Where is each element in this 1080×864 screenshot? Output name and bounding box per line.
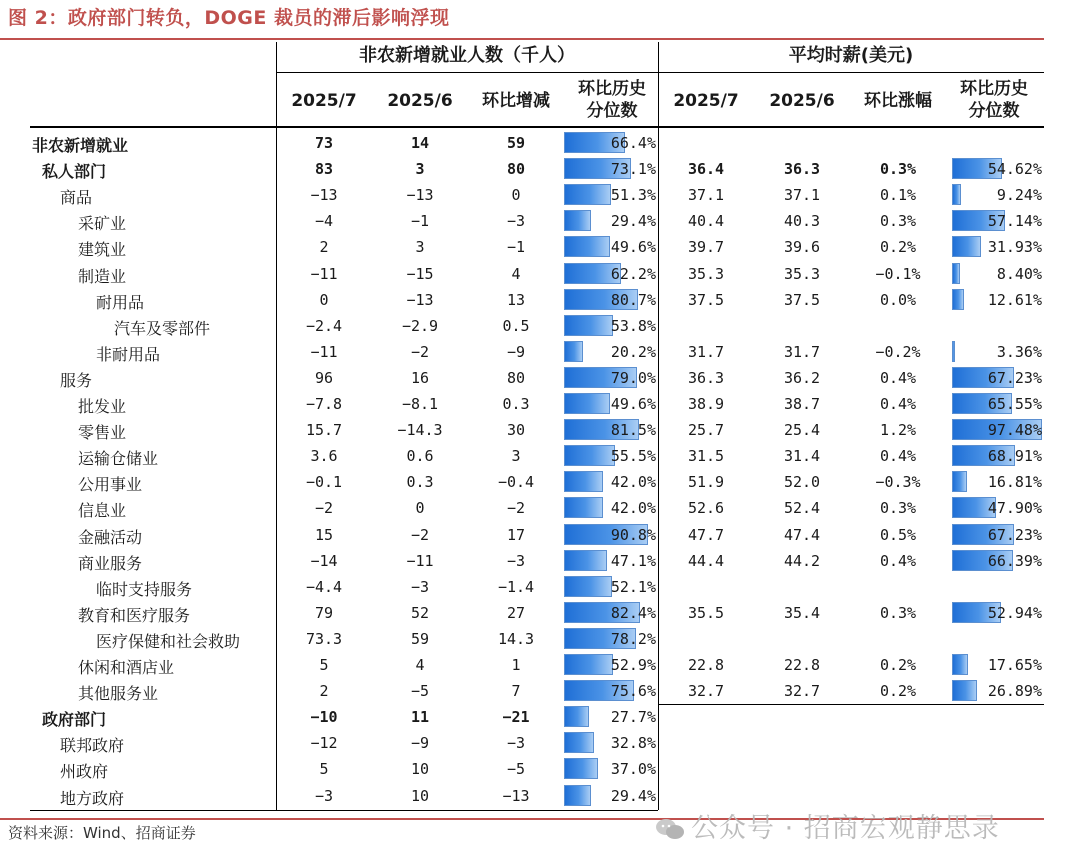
cell-employment-1: 10 xyxy=(410,760,430,779)
cell-employment-2: 3 xyxy=(511,447,521,466)
table-row xyxy=(30,495,1044,521)
cell-wage-2: 0.2% xyxy=(879,682,917,701)
cell-employment-0: −3 xyxy=(314,786,334,805)
percentile-employment: 42.0% xyxy=(610,473,656,492)
table-row xyxy=(30,522,1044,548)
table-row xyxy=(30,287,1044,313)
table-row xyxy=(30,182,1044,208)
cell-employment-2: 4 xyxy=(511,264,521,283)
cell-employment-0: 15 xyxy=(314,525,334,544)
cell-employment-0: 73.3 xyxy=(305,629,343,648)
percentile-wage: 12.61% xyxy=(987,290,1042,309)
table-row xyxy=(30,730,1044,756)
cell-wage-2: 0.1% xyxy=(879,186,917,205)
row-label: 公用事业 xyxy=(78,475,143,495)
table-row xyxy=(30,234,1044,260)
percentile-employment: 29.4% xyxy=(610,212,656,231)
cell-wage-0: 25.7 xyxy=(687,421,725,440)
cell-wage-1: 36.3 xyxy=(783,160,821,179)
cell-wage-2: 0.4% xyxy=(879,395,917,413)
col-header-a-0: 2025/7 xyxy=(291,91,357,111)
cell-wage-0: 36.3 xyxy=(687,368,725,387)
cell-employment-1: −2 xyxy=(410,342,430,361)
cell-employment-0: −2 xyxy=(314,499,334,518)
percentile-employment: 52.1% xyxy=(610,577,656,596)
cell-employment-1: 0.6 xyxy=(406,447,434,466)
col-header-a-3: 环比历史 分位数 xyxy=(578,79,646,121)
cell-wage-1: 37.1 xyxy=(783,186,821,205)
row-label: 金融活动 xyxy=(78,527,143,547)
percentile-wage: 67.23% xyxy=(987,525,1042,544)
cell-wage-0: 40.4 xyxy=(687,212,725,231)
cell-wage-2: 0.2% xyxy=(879,238,917,257)
cell-employment-1: 59 xyxy=(410,629,430,648)
cell-employment-1: 3 xyxy=(415,160,425,179)
cell-employment-0: 96 xyxy=(314,368,334,387)
percentile-wage: 16.81% xyxy=(987,473,1042,492)
cell-wage-2: 0.3% xyxy=(879,160,917,179)
cell-wage-2: 0.0% xyxy=(879,290,917,309)
cell-wage-1: 44.2 xyxy=(783,551,821,570)
cell-wage-2: −0.2% xyxy=(875,342,921,361)
cell-employment-0: −11 xyxy=(310,264,338,283)
row-label: 地方政府 xyxy=(60,788,125,808)
cell-wage-2: 0.4% xyxy=(879,447,917,466)
percentile-wage: 3.36% xyxy=(996,342,1042,361)
percentile-wage: 47.90% xyxy=(987,499,1042,518)
cell-wage-2: 0.2% xyxy=(879,656,917,674)
table-row xyxy=(30,261,1044,287)
cell-wage-0: 35.3 xyxy=(687,264,725,283)
cell-employment-0: 83 xyxy=(314,160,334,179)
cell-employment-1: −14.3 xyxy=(397,421,443,440)
row-label: 零售业 xyxy=(78,423,127,443)
cell-employment-1: −11 xyxy=(406,551,434,570)
table-row xyxy=(30,678,1044,704)
table-row xyxy=(30,469,1044,495)
cell-wage-1: 39.6 xyxy=(783,238,821,257)
cell-employment-0: −13 xyxy=(310,186,338,205)
cell-employment-1: 11 xyxy=(410,708,430,727)
cell-wage-1: 35.3 xyxy=(783,264,821,283)
cell-wage-2: 1.2% xyxy=(879,421,917,440)
row-label: 州政府 xyxy=(60,762,109,782)
cell-employment-1: −2.9 xyxy=(401,316,439,335)
cell-employment-2: 14.3 xyxy=(497,629,535,648)
cell-wage-1: 52.0 xyxy=(783,473,821,492)
cell-employment-2: −1 xyxy=(506,238,526,257)
cell-employment-2: −13 xyxy=(502,786,530,805)
row-label: 运输仓储业 xyxy=(78,449,159,469)
row-label: 非耐用品 xyxy=(96,344,161,364)
row-label: 建筑业 xyxy=(78,240,127,260)
cell-employment-0: 3.6 xyxy=(310,447,338,466)
cell-employment-0: 79 xyxy=(314,603,334,622)
percentile-wage: 66.39% xyxy=(987,551,1042,570)
cell-employment-2: −3 xyxy=(506,551,526,570)
percentile-wage: 26.89% xyxy=(987,682,1042,701)
cell-employment-1: −1 xyxy=(410,212,430,231)
cell-employment-1: −5 xyxy=(410,682,430,701)
wechat-icon xyxy=(655,817,685,841)
cell-employment-2: 17 xyxy=(506,525,526,544)
cell-employment-2: −5 xyxy=(506,760,526,779)
percentile-employment: 73.1% xyxy=(610,160,656,179)
cell-employment-2: 1 xyxy=(511,656,521,674)
row-label: 联邦政府 xyxy=(60,736,125,756)
table-row xyxy=(30,313,1044,339)
cell-employment-0: −7.8 xyxy=(305,395,343,413)
cell-employment-0: 73 xyxy=(314,134,334,152)
cell-employment-1: 0.3 xyxy=(406,473,434,492)
cell-employment-2: −3 xyxy=(506,734,526,753)
percentile-wage: 54.62% xyxy=(987,160,1042,179)
cell-wage-1: 38.7 xyxy=(783,395,821,413)
percentile-employment: 47.1% xyxy=(610,551,656,570)
watermark-text: 公众号 · 招商宏观静思录 xyxy=(691,813,1000,844)
percentile-employment: 80.7% xyxy=(610,290,656,309)
percentile-wage: 17.65% xyxy=(987,656,1042,674)
row-label: 采矿业 xyxy=(78,214,127,234)
cell-employment-2: 7 xyxy=(511,682,521,701)
cell-wage-2: 0.3% xyxy=(879,499,917,518)
cell-employment-0: −2.4 xyxy=(305,316,343,335)
table-row xyxy=(30,626,1044,652)
cell-employment-0: 5 xyxy=(319,656,329,674)
cell-wage-0: 47.7 xyxy=(687,525,725,544)
cell-wage-0: 44.4 xyxy=(687,551,725,570)
percentile-employment: 55.5% xyxy=(610,447,656,466)
percentile-wage: 97.48% xyxy=(987,421,1042,440)
cell-employment-0: −10 xyxy=(310,708,338,727)
cell-wage-1: 22.8 xyxy=(783,656,821,674)
percentile-employment: 81.5% xyxy=(610,421,656,440)
cell-employment-1: 14 xyxy=(410,134,430,152)
percentile-employment: 52.9% xyxy=(610,656,656,674)
cell-employment-0: −4.4 xyxy=(305,577,343,596)
cell-wage-0: 38.9 xyxy=(687,395,725,413)
cell-wage-1: 35.4 xyxy=(783,603,821,622)
cell-employment-1: 16 xyxy=(410,368,430,387)
col-header-b-1: 2025/6 xyxy=(769,91,835,111)
row-label: 服务 xyxy=(60,370,93,390)
cell-employment-2: 30 xyxy=(506,421,526,440)
cell-employment-0: 0 xyxy=(319,290,329,309)
percentile-wage: 65.55% xyxy=(987,395,1042,413)
percentile-employment: 27.7% xyxy=(610,708,656,727)
header-group-wage: 平均时薪(美元) xyxy=(788,45,914,66)
cell-wage-2: 0.4% xyxy=(879,551,917,570)
source-note: 资料来源：Wind、招商证券 xyxy=(8,824,196,842)
cell-wage-0: 22.8 xyxy=(687,656,725,674)
cell-employment-2: 0.5 xyxy=(502,316,530,335)
top-rule xyxy=(0,38,1044,40)
cell-wage-1: 25.4 xyxy=(783,421,821,440)
cell-wage-2: −0.3% xyxy=(875,473,921,492)
percentile-employment: 20.2% xyxy=(610,342,656,361)
percentile-employment: 49.6% xyxy=(610,238,656,257)
cell-wage-1: 47.4 xyxy=(783,525,821,544)
row-label: 批发业 xyxy=(78,397,127,416)
table-row xyxy=(30,756,1044,782)
col-header-a-1: 2025/6 xyxy=(387,91,453,111)
cell-employment-0: 15.7 xyxy=(305,421,343,440)
table-row xyxy=(30,548,1044,574)
row-label: 非农新增就业 xyxy=(32,136,129,155)
cell-employment-2: −0.4 xyxy=(497,473,535,492)
row-label: 政府部门 xyxy=(42,710,107,730)
percentile-wage: 68.91% xyxy=(987,447,1042,466)
cell-employment-1: −3 xyxy=(410,577,430,596)
cell-wage-1: 31.7 xyxy=(783,342,821,361)
cell-employment-2: −3 xyxy=(506,212,526,231)
table-row xyxy=(30,391,1044,417)
cell-employment-2: 0.3 xyxy=(502,395,530,413)
percentile-employment: 53.8% xyxy=(610,316,656,335)
row-label: 商品 xyxy=(60,188,93,208)
cell-employment-1: −15 xyxy=(406,264,434,283)
row-label: 教育和医疗服务 xyxy=(78,605,191,625)
cell-employment-2: 80 xyxy=(506,368,526,387)
percentile-employment: 49.6% xyxy=(610,395,656,413)
percentile-employment: 37.0% xyxy=(610,760,656,779)
cell-employment-0: 5 xyxy=(319,760,329,779)
cell-employment-2: 13 xyxy=(506,290,526,309)
table-row xyxy=(30,339,1044,365)
percentile-wage: 8.40% xyxy=(996,264,1042,283)
col-header-b-3: 环比历史 分位数 xyxy=(960,79,1028,121)
row-label: 私人部门 xyxy=(42,162,107,182)
col-header-b-2: 环比涨幅 xyxy=(864,91,932,111)
table-row xyxy=(30,208,1044,234)
cell-employment-0: 2 xyxy=(319,682,329,701)
cell-wage-0: 31.5 xyxy=(687,447,725,466)
cell-employment-2: −1.4 xyxy=(497,577,535,596)
cell-wage-2: 0.3% xyxy=(879,212,917,231)
percentile-wage: 67.23% xyxy=(987,368,1042,387)
cell-employment-0: −11 xyxy=(310,342,338,361)
cell-wage-0: 39.7 xyxy=(687,238,725,257)
percentile-employment: 42.0% xyxy=(610,499,656,518)
cell-employment-0: −4 xyxy=(314,212,334,231)
cell-employment-0: −14 xyxy=(310,551,338,570)
percentile-wage: 57.14% xyxy=(987,212,1042,231)
header-bottom-rule xyxy=(30,126,1044,128)
cell-employment-2: 27 xyxy=(506,603,526,622)
row-label: 其他服务业 xyxy=(78,684,159,704)
col-header-a-2: 环比增减 xyxy=(482,91,550,111)
cell-wage-0: 37.1 xyxy=(687,186,725,205)
table-row xyxy=(30,156,1044,182)
cell-employment-1: 0 xyxy=(415,499,425,518)
watermark xyxy=(655,806,1000,845)
cell-employment-1: 52 xyxy=(410,603,430,622)
row-label: 休闲和酒店业 xyxy=(78,658,175,677)
cell-wage-0: 31.7 xyxy=(687,342,725,361)
table-row xyxy=(30,704,1044,730)
cell-employment-1: −8.1 xyxy=(401,395,439,413)
row-label: 临时支持服务 xyxy=(96,579,193,599)
cell-employment-2: 0 xyxy=(511,186,521,205)
header-group-employment: 非农新增就业人数（千人） xyxy=(359,45,575,66)
percentile-employment: 75.6% xyxy=(610,682,656,701)
cell-employment-2: −2 xyxy=(506,499,526,518)
cell-employment-2: 80 xyxy=(506,160,526,179)
percentile-employment: 32.8% xyxy=(610,734,656,753)
table-row xyxy=(30,652,1044,678)
cell-wage-1: 52.4 xyxy=(783,499,821,518)
percentile-wage: 31.93% xyxy=(987,238,1042,257)
cell-wage-2: 0.5% xyxy=(879,525,917,544)
row-label: 信息业 xyxy=(78,501,127,521)
cell-employment-1: 3 xyxy=(415,238,425,257)
table-bottom-rule xyxy=(30,810,658,811)
table-row xyxy=(30,600,1044,626)
cell-wage-0: 51.9 xyxy=(687,473,725,492)
percentile-employment: 82.4% xyxy=(610,603,656,622)
cell-employment-1: 4 xyxy=(415,656,425,674)
cell-wage-0: 37.5 xyxy=(687,290,725,309)
cell-wage-1: 36.2 xyxy=(783,368,821,387)
row-label: 制造业 xyxy=(78,266,127,286)
percentile-employment: 79.0% xyxy=(610,368,656,387)
table-row xyxy=(30,783,1044,809)
cell-employment-1: −9 xyxy=(410,734,430,753)
cell-wage-2: 0.4% xyxy=(879,368,917,387)
cell-employment-1: −13 xyxy=(406,186,434,205)
cell-employment-2: 59 xyxy=(506,134,526,152)
table-row xyxy=(30,130,1044,156)
cell-wage-1: 37.5 xyxy=(783,290,821,309)
percentile-employment: 90.8% xyxy=(610,525,656,544)
cell-wage-0: 35.5 xyxy=(687,603,725,622)
cell-wage-2: −0.1% xyxy=(875,264,921,283)
row-label: 耐用品 xyxy=(96,292,145,312)
cell-employment-0: 2 xyxy=(319,238,329,257)
table-row xyxy=(30,574,1044,600)
cell-employment-1: 10 xyxy=(410,786,430,805)
percentile-employment: 51.3% xyxy=(610,186,656,205)
cell-employment-2: −9 xyxy=(506,342,526,361)
row-label: 商业服务 xyxy=(78,553,143,573)
figure-title: 图 2：政府部门转负，DOGE 裁员的滞后影响浮现 xyxy=(8,7,450,29)
percentile-employment: 62.2% xyxy=(610,264,656,283)
percentile-wage: 9.24% xyxy=(996,186,1042,205)
cell-wage-0: 32.7 xyxy=(687,682,725,701)
cell-employment-0: −12 xyxy=(310,734,338,753)
percentile-employment: 66.4% xyxy=(610,134,656,152)
percentile-employment: 78.2% xyxy=(610,629,656,648)
table-row xyxy=(30,443,1044,469)
percentile-employment: 29.4% xyxy=(610,786,656,805)
row-label: 医疗保健和社会救助 xyxy=(96,631,241,651)
cell-wage-0: 36.4 xyxy=(687,160,725,179)
cell-employment-0: −0.1 xyxy=(305,473,343,492)
cell-employment-1: −2 xyxy=(410,525,430,544)
table-row xyxy=(30,365,1044,391)
col-header-b-0: 2025/7 xyxy=(673,91,739,111)
table-row xyxy=(30,417,1044,443)
header-group-rule xyxy=(276,72,1044,73)
percentile-wage: 52.94% xyxy=(987,603,1042,622)
cell-employment-1: −13 xyxy=(406,290,434,309)
cell-wage-2: 0.3% xyxy=(879,603,917,622)
row-label: 汽车及零部件 xyxy=(114,318,211,338)
cell-wage-0: 52.6 xyxy=(687,499,725,518)
cell-employment-2: −21 xyxy=(502,708,530,727)
cell-wage-1: 32.7 xyxy=(783,682,821,701)
cell-wage-1: 40.3 xyxy=(783,212,821,231)
cell-wage-1: 31.4 xyxy=(783,447,821,466)
